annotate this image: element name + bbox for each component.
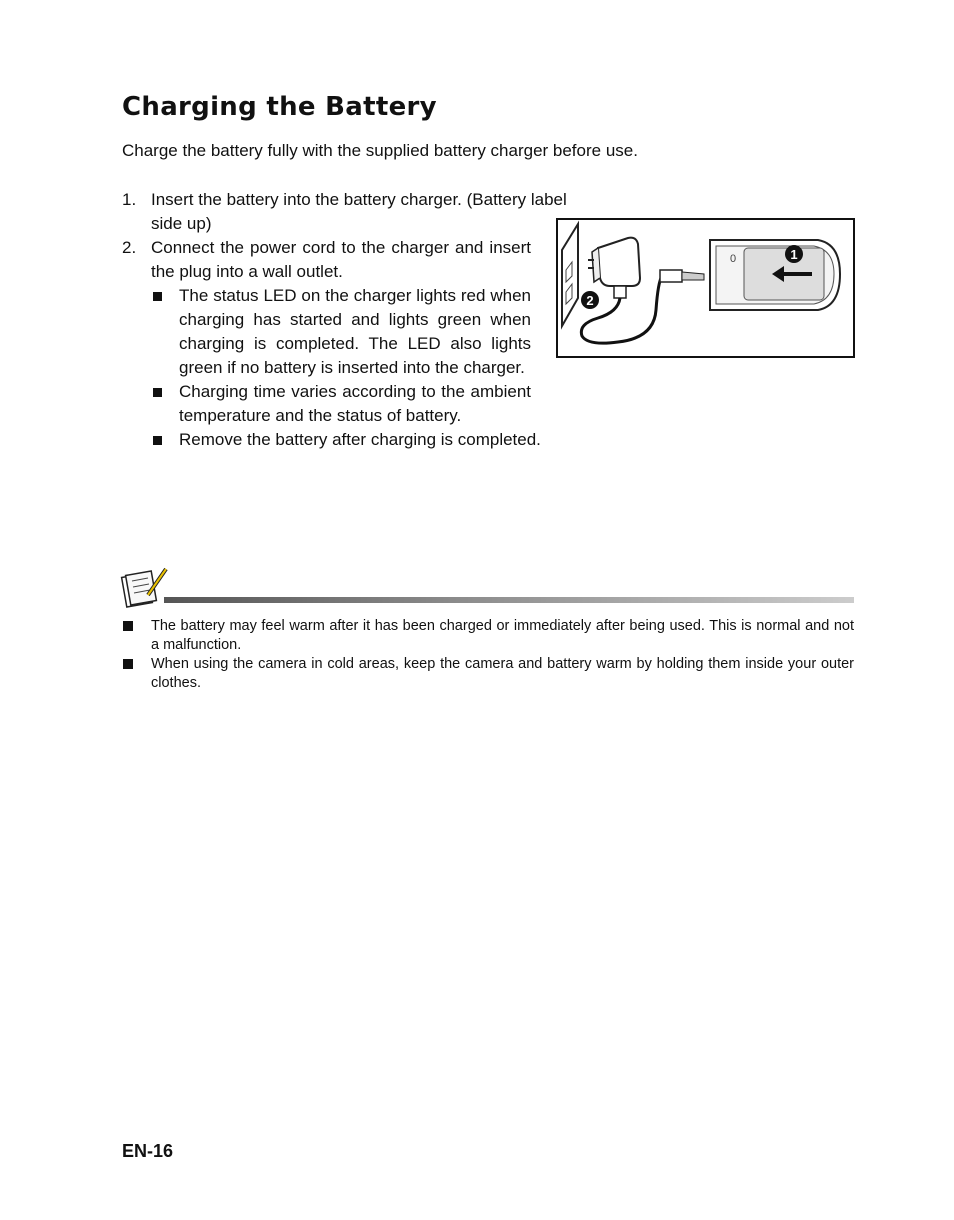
bullet-item (151, 380, 531, 428)
square-bullet-icon (123, 659, 133, 669)
note-divider (164, 597, 854, 603)
steps-list (122, 188, 592, 452)
step-number: 2. (122, 238, 137, 257)
bullet-item (151, 428, 619, 452)
page-number: EN-16 (122, 1141, 174, 1161)
bullet-text: The status LED on the charger lights red when charging has started and lights green when charging is completed. The LED also lights green if no battery is inserted into the charger. (179, 286, 531, 377)
note-item (122, 655, 854, 693)
note-item (122, 617, 854, 655)
callout-2: 2 (586, 293, 594, 308)
bullet-text: Remove the battery after charging is completed. (179, 430, 541, 449)
step-number: 1. (122, 190, 137, 209)
step-text: Connect the power cord to the charger and insert the plug into a wall outlet. (151, 238, 531, 281)
square-bullet-icon (153, 436, 162, 445)
square-bullet-icon (153, 292, 162, 301)
bullet-item (151, 284, 531, 380)
square-bullet-icon (123, 621, 133, 631)
step-2 (122, 236, 541, 452)
page-title: Charging the Battery (122, 92, 437, 122)
square-bullet-icon (153, 388, 162, 397)
intro-text: Charge the battery fully with the supplied battery charger before use. (122, 141, 638, 160)
callout-1: 1 (790, 247, 798, 262)
note-text: The battery may feel warm after it has been charged or immediately after being used. This is normal and not a malfunction. (151, 618, 854, 653)
step-1 (122, 188, 592, 236)
note-text: When using the camera in cold areas, keep the camera and battery warm by holding them inside your outer clothes. (151, 656, 854, 691)
bullet-text: Charging time varies according to the ambient temperature and the status of battery. (179, 382, 531, 425)
battery-charger-figure (556, 218, 855, 358)
notes-list (122, 617, 854, 693)
svg-text:0: 0 (730, 253, 737, 265)
battery-charger-illustration (558, 220, 853, 356)
step-text: Insert the battery into the battery charger. (Battery label side up) (151, 190, 567, 233)
notepad-pencil-icon (118, 565, 170, 611)
